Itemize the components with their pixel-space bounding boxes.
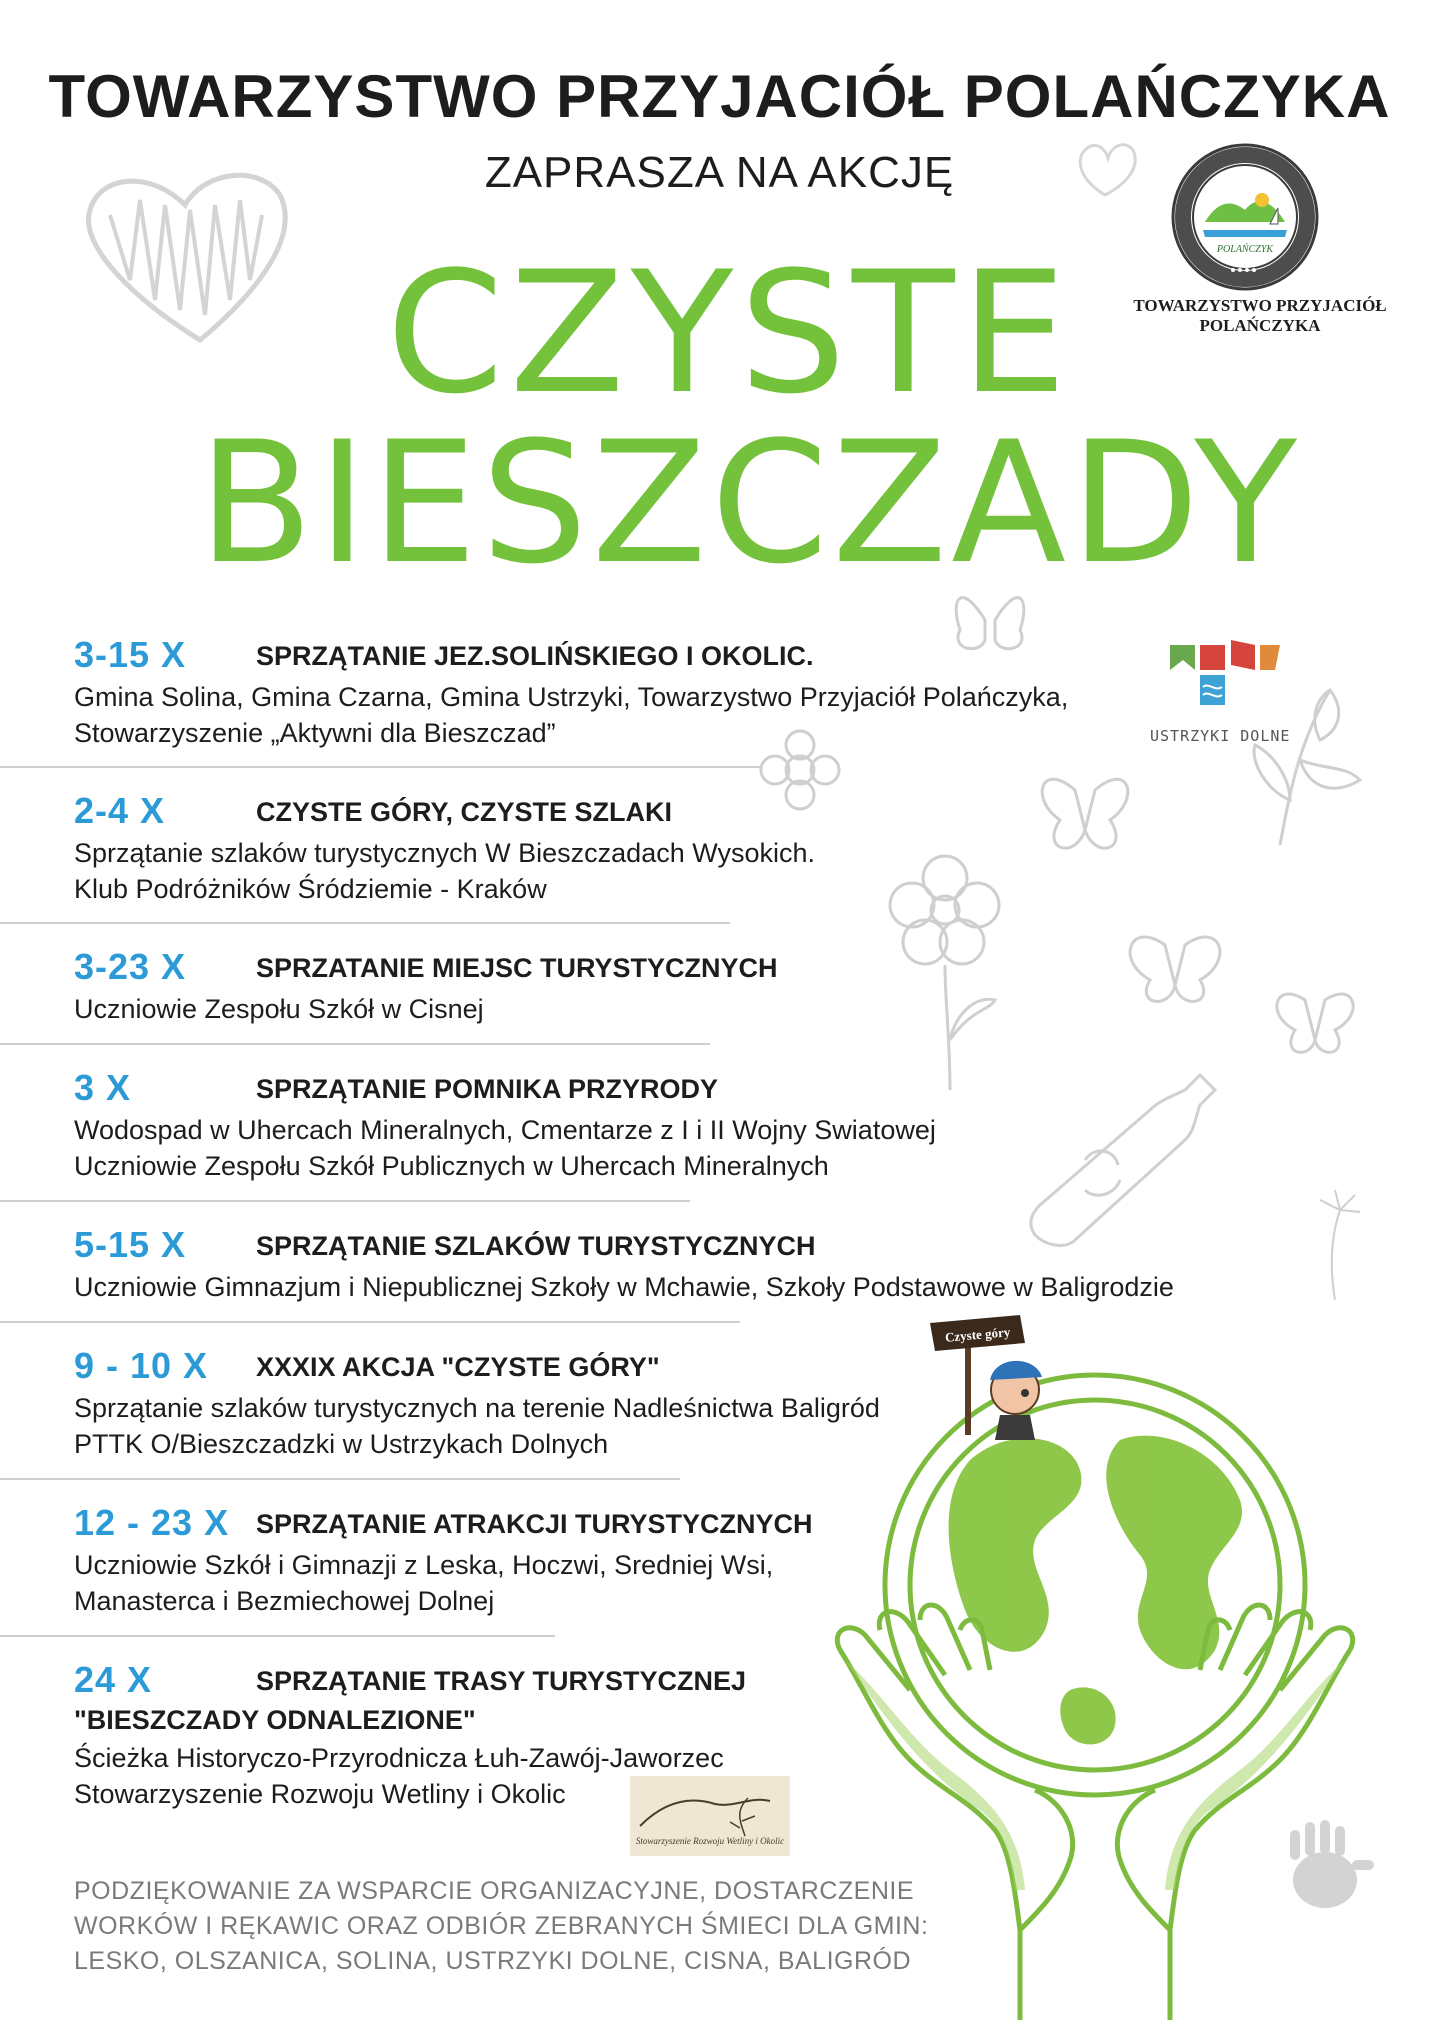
czyste-gory-mascot [930,1315,1060,1440]
footer-line: LESKO, OLSZANICA, SOLINA, USTRZYKI DOLNE, CISNA, BALIGRÓD [74,1947,912,1975]
polanczyk-caption-line-2: POLAŃCZYKA [1199,316,1321,335]
footer-line: WORKÓW I RĘKAWIC ORAZ ODBIÓR ZEBRANYCH ŚMIECI DLA GMIN: [74,1912,929,1940]
polanczyk-badge-text: POLAŃCZYK [1216,244,1274,255]
event-description-line: Ścieżka Historyczo-Przyrodnicza Łuh-Zawój-Jaworzec [74,1743,724,1773]
main-title-line-2: BIESZCZADY [198,405,1301,601]
event-date: 2-4 X [74,790,166,831]
event-title: SPRZĄTANIE POMNIKA PRZYRODY [256,1074,719,1104]
stowarzyszenie-wetlina-logo [630,1776,790,1856]
polanczyk-society-logo [1170,142,1320,292]
event-2 [0,790,1300,904]
event-title: SPRZATANIE MIEJSC TURYSTYCZNYCH [256,953,778,983]
flower-doodle-icon [761,731,999,1090]
event-date: 12 - 23 X [74,1502,230,1543]
event-description-line: Uczniowie Gimnazjum i Niepublicznej Szkoły w Mchawie, Szkoły Podstawowe w Baligrodzie [74,1272,1174,1302]
event-title: XXXIX AKCJA "CZYSTE GÓRY" [256,1352,660,1382]
dandelion-doodle-icon [1320,1190,1360,1300]
organization-title: TOWARZYSTWO PRZYJACIÓŁ POLAŃCZYKA [48,63,1391,130]
invite-subtitle: ZAPRASZA NA AKCJĘ [484,148,955,197]
divider [0,1478,680,1480]
footer-line: PODZIĘKOWANIE ZA WSPARCIE ORGANIZACYJNE, DOSTARCZENIE [74,1877,915,1905]
event-description-line: Wodospad w Uhercach Mineralnych, Cmentarze z I i II Wojny Swiatowej [74,1115,936,1145]
event-date: 3-15 X [74,634,187,675]
event-title: SPRZĄTANIE SZLAKÓW TURYSTYCZNYCH [256,1231,816,1261]
divider [0,922,730,924]
event-description-line: Gmina Solina, Gmina Czarna, Gmina Ustrzyki, Towarzystwo Przyjaciół Polańczyka, [74,682,1069,712]
divider [0,766,760,768]
event-description-line: Sprzątanie szlaków turystycznych na terenie Nadleśnictwa Baligród [74,1393,880,1423]
event-4 [0,1067,1300,1181]
event-description-line: Uczniowie Zespołu Szkół Publicznych w Uhercach Mineralnych [74,1151,829,1181]
event-description-line: Stowarzyszenie „Aktywni dla Bieszczad” [74,718,556,748]
event-description-line: Manasterca i Bezmiechowej Dolnej [74,1586,495,1616]
divider [0,1200,690,1202]
event-date: 9 - 10 X [74,1345,209,1386]
event-3 [0,946,1300,1026]
stowarzyszenie-logo-text: Stowarzyszenie Rozwoju Wetliny i Okolic [635,1836,785,1846]
polanczyk-logo-caption [1100,296,1420,336]
divider [0,1321,740,1323]
divider [0,1043,710,1045]
event-date: 5-15 X [74,1224,187,1265]
event-1 [0,634,1300,748]
event-date: 3-23 X [74,946,187,987]
event-title: SPRZĄTANIE JEZ.SOLIŃSKIEGO I OKOLIC. [256,641,814,671]
event-description-line: Sprzątanie szlaków turystycznych W Bieszczadach Wysokich. [74,838,816,868]
ustrzyki-dolne-caption: USTRZYKI DOLNE [1150,727,1291,745]
divider [0,1635,555,1637]
event-title: SPRZĄTANIE TRASY TURYSTYCZNEJ [256,1666,747,1696]
event-description-line: Klub Podróżników Śródziemie - Kraków [74,874,547,904]
event-5 [0,1224,1300,1304]
event-description-line: Uczniowie Zespołu Szkół w Cisnej [74,994,484,1024]
polanczyk-caption-line-1: TOWARZYSTWO PRZYJACIÓŁ [1133,296,1387,315]
sign-text: Czyste góry [944,1324,1011,1345]
event-title: SPRZĄTANIE ATRAKCJI TURYSTYCZNYCH [256,1509,813,1539]
event-date: 3 X [74,1067,132,1108]
event-description-line: PTTK O/Bieszczadzki w Ustrzykach Dolnych [74,1429,609,1459]
event-title-continued: "BIESZCZADY ODNALEZIONE" [74,1705,476,1735]
event-date: 24 X [74,1659,153,1700]
acknowledgement-footer [74,1874,974,1979]
event-title: CZYSTE GÓRY, CZYSTE SZLAKI [256,797,673,827]
event-description-line: Uczniowie Szkół i Gimnazji z Leska, Hoczwi, Sredniej Wsi, [74,1550,774,1580]
main-title-line-1: CZYSTE [386,235,1073,431]
event-description-line: Stowarzyszenie Rozwoju Wetliny i Okolic [74,1779,566,1809]
